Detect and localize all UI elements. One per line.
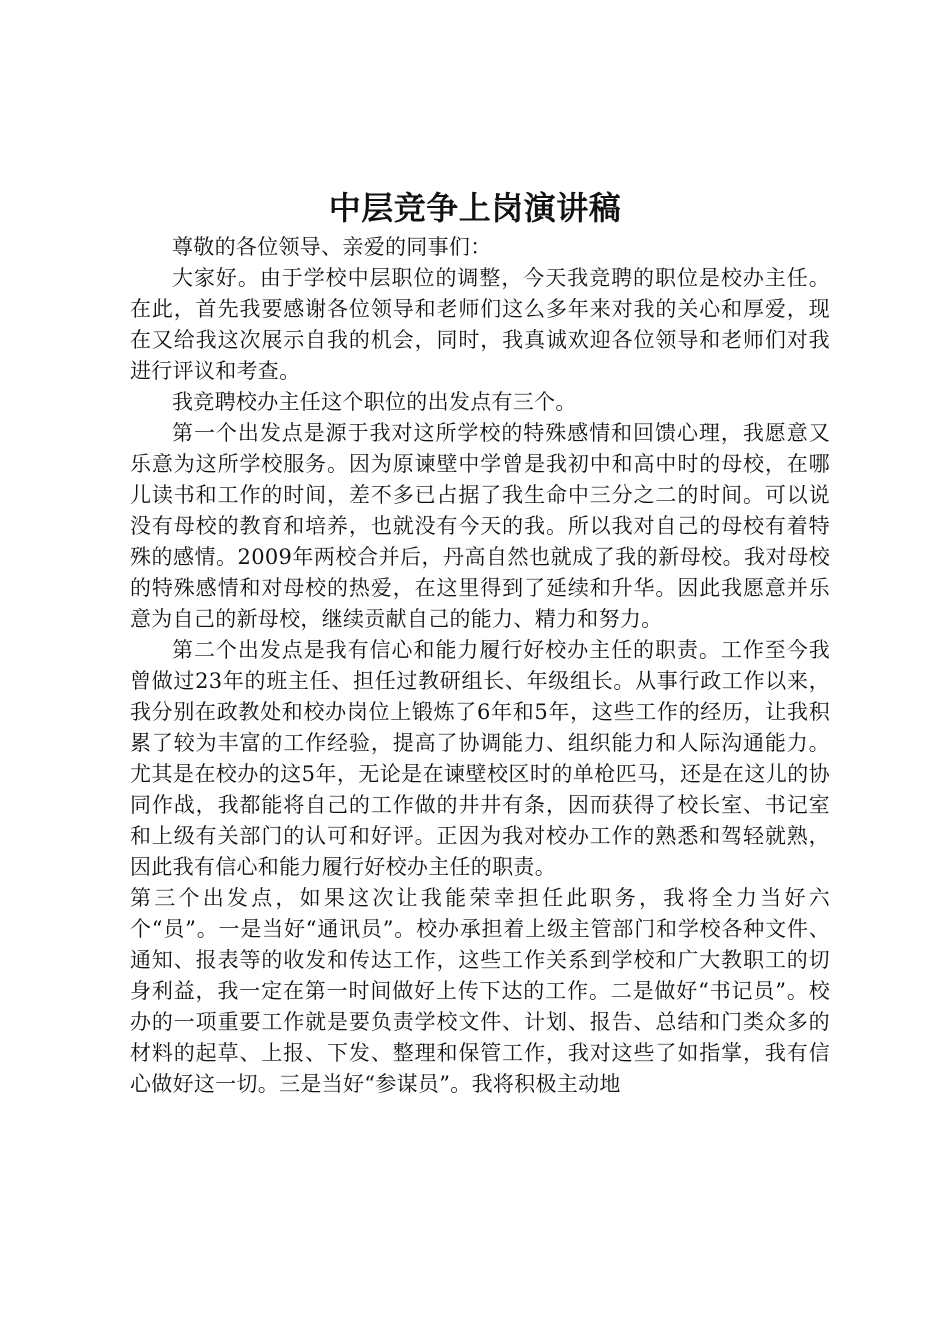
first-reason-paragraph: 第一个出发点是源于我对这所学校的特殊感情和回馈心理，我愿意又乐意为这所学校服务。因为原谏壁中学曾是我初中和高中时的母校，在哪儿读书和工作的时间，差不多已占据了我生命中三分之二的时间。可以说没有母校的教育和培养，也就没有今天的我。所以我对自己的母校有着特殊的感情。2009年两校合并后，丹高自然也就成了我的新母校。我对母校的特殊感情和对母校的热爱，在这里得到了延续和升华。因此我愿意并乐意为自己的新母校，继续贡献自己的能力、精力和努力。 <box>130 421 830 631</box>
salutation-paragraph: 尊敬的各位领导、亲爱的同事们： <box>172 235 492 259</box>
third-reason-paragraph: 第三个出发点，如果这次让我能荣幸担任此职务，我将全力当好六个“员”。一是当好“通讯员”。校办承担着上级主管部门和学校各种文件、通知、报表等的收发和传达工作，这些工作关系到学校和广大教职工的切身利益，我一定在第一时间做好上传下达的工作。二是做好“书记员”。校办的一项重要工作就是要负责学校文件、计划、报告、总结和门类众多的材料的起草、上报、下发、整理和保管工作，我对这些了如指掌，我有信心做好这一切。三是当好“参谋员”。我将积极主动地 <box>130 886 830 1096</box>
document-title: 中层竞争上岗演讲稿 <box>328 189 622 227</box>
document-body <box>130 232 830 1100</box>
intro-paragraph: 我竞聘校办主任这个职位的出发点有三个。 <box>172 390 577 414</box>
second-reason-paragraph: 第二个出发点是我有信心和能力履行好校办主任的职责。工作至今我曾做过23年的班主任、担任过教研组长、年级组长。从事行政工作以来，我分别在政教处和校办岗位上锻炼了6年和5年，这些工作的经历，让我积累了较为丰富的工作经验，提高了协调能力、组织能力和人际沟通能力。尤其是在校办的这5年，无论是在谏壁校区时的单枪匹马，还是在这儿的协同作战，我都能将自己的工作做的井井有条，因而获得了校长室、书记室和上级有关部门的认可和好评。正因为我对校办工作的熟悉和驾轻就熟，因此我有信心和能力履行好校办主任的职责。 <box>130 638 830 879</box>
greeting-paragraph: 大家好。由于学校中层职位的调整，今天我竞聘的职位是校办主任。在此，首先我要感谢各位领导和老师们这么多年来对我的关心和厚爱，现在又给我这次展示自我的机会，同时，我真诚欢迎各位领导和老师们对我进行评议和考查。 <box>130 266 830 383</box>
